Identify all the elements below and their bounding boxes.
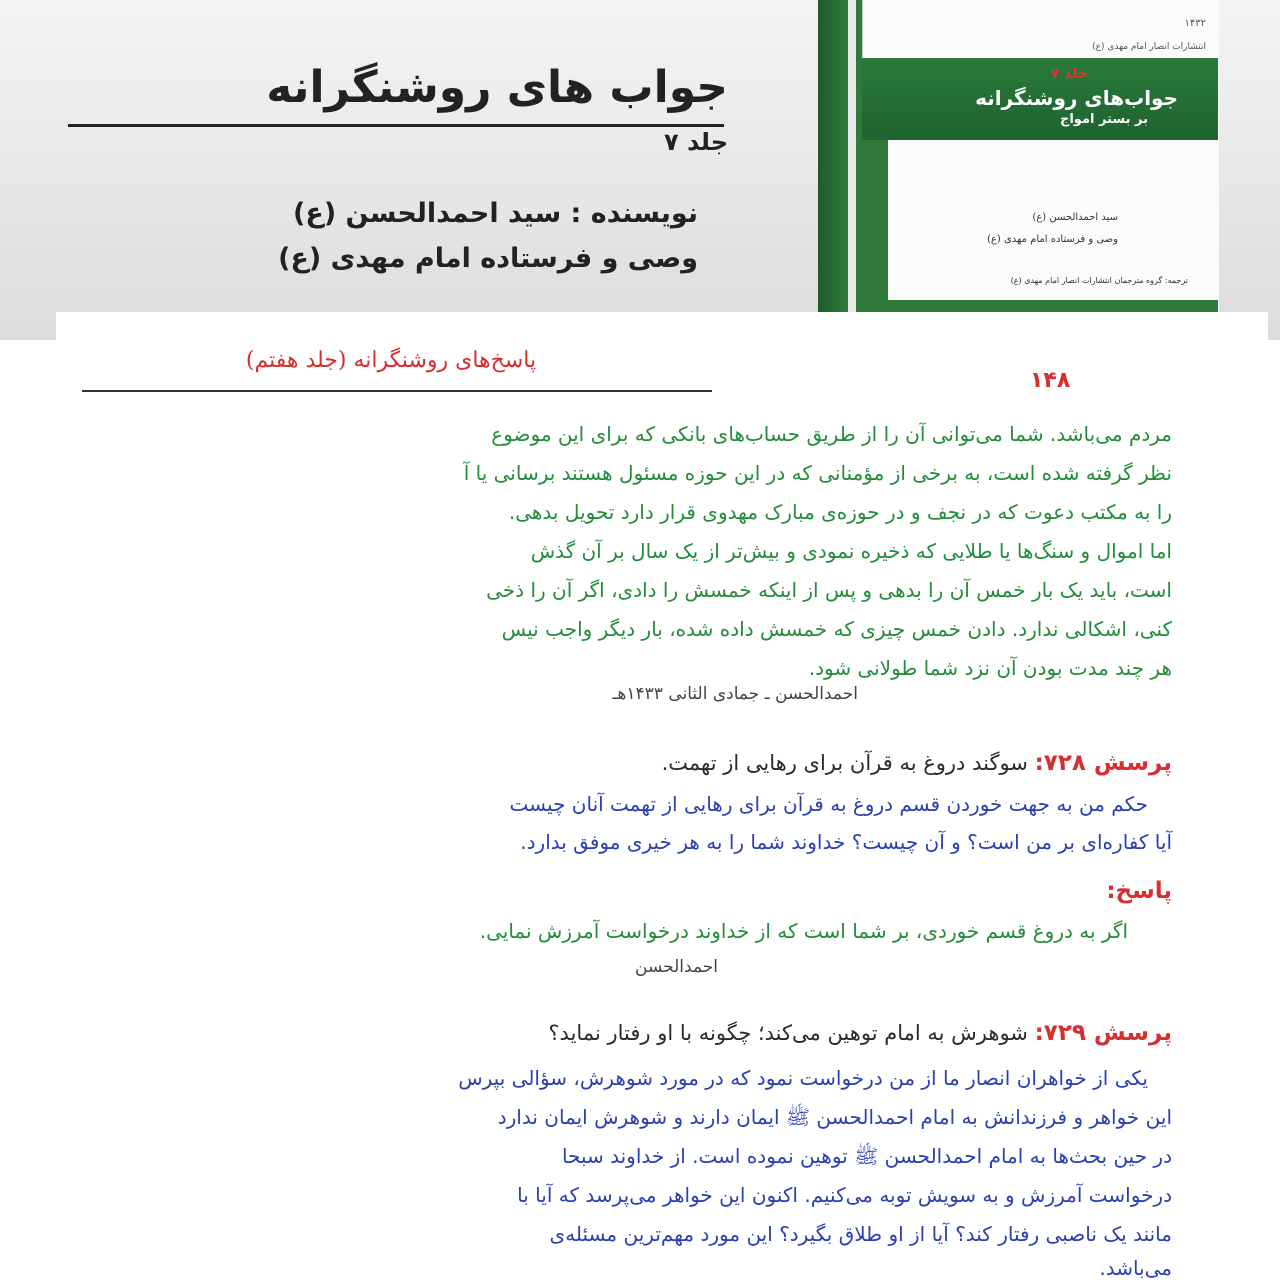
banner-title: جواب های روشنگرانه: [266, 62, 728, 113]
paragraph-line: مردم می‌باشد. شما می‌توانی آن را از طریق حساب‌های بانکی که برای این موضوع: [491, 422, 1172, 446]
paragraph-line: را به مکتب دعوت که در نجف و در حوزه‌ی مبارک مهدوی قرار دارد تحویل بدهی.: [508, 500, 1172, 524]
question-line: می‌باشد.: [1099, 1256, 1172, 1280]
book-subtitle: بر بستر امواج: [1059, 112, 1148, 127]
paragraph-line: است، باید یک بار خمس آن را بدهی و پس از اینکه خمسش را دادی، اگر آن را ذخی: [486, 578, 1172, 602]
question-heading: [548, 1020, 1172, 1046]
banner-author-role: وصی و فرستاده امام مهدی (ع): [278, 243, 698, 274]
book-publisher: ترجمه: گروه مترجمان انتشارات انصار امام مهدی (ع): [1010, 276, 1188, 285]
question-title: شوهرش به امام توهین می‌کند؛ چگونه با او رفتار نماید؟: [548, 1021, 1028, 1045]
question-heading: [662, 750, 1172, 776]
book-series: انتشارات انصار امام مهدی (ع): [1092, 42, 1206, 52]
book-author-role: وصی و فرستاده امام مهدی (ع): [987, 234, 1118, 245]
signature: احمدالحسن ـ جمادی الثانی ۱۴۳۳هـ: [612, 684, 858, 704]
banner-divider: [68, 124, 724, 127]
book-spine: [818, 0, 848, 312]
running-head: پاسخ‌های روشنگرانه (جلد هفتم): [245, 348, 537, 373]
paragraph-line: اما اموال و سنگ‌ها یا طلایی که ذخیره نمودی و بیش‌تر از یک سال بر آن گذش: [530, 539, 1172, 563]
question-line: این خواهر و فرزندانش به امام احمدالحسن ﷺ ایمان دارند و شوهرش ایمان ندارد: [497, 1105, 1172, 1129]
question-line: یکی از خواهران انصار ما از من درخواست نمود که در مورد شوهرش، سؤالی بپرس: [458, 1066, 1148, 1090]
question-line: حکم من به جهت خوردن قسم دروغ به قرآن برای رهایی از تهمت آنان چیست: [509, 792, 1148, 816]
running-head-rule: [82, 390, 712, 392]
book-cover-image: [818, 0, 1218, 312]
question-line: در حین بحث‌ها به امام احمدالحسن ﷺ توهین نموده است. از خداوند سبحا: [561, 1144, 1172, 1168]
answer-label: پاسخ:: [1106, 878, 1172, 904]
question-title: سوگند دروغ به قرآن برای رهایی از تهمت.: [661, 751, 1028, 775]
book-volume: جلد ۷: [1050, 66, 1088, 82]
banner-author: نویسنده : سید احمدالحسن (ع): [293, 198, 698, 229]
paragraph-line: نظر گرفته شده است، به برخی از مؤمنانی که در این حوزه مسئول هستند برسانی یا آ: [463, 461, 1172, 485]
question-line: درخواست آمرزش و به سویش توبه می‌کنیم. اکنون این خواهر می‌پرسد که آیا با: [517, 1183, 1172, 1207]
book-code: ۱۴۳۲: [1184, 18, 1206, 29]
book-side-band: [862, 140, 888, 312]
book-title: جواب‌های روشنگرانه: [975, 86, 1178, 110]
book-author: سید احمدالحسن (ع): [1032, 212, 1118, 223]
question-line: مانند یک ناصبی رفتار کند؟ آیا از او طلاق بگیرد؟ این مورد مهم‌ترین مسئله‌ی: [549, 1222, 1172, 1246]
scanned-page: [56, 312, 1268, 1280]
question-label: پرسش ۷۲۹:: [1034, 1020, 1172, 1046]
question-label: پرسش ۷۲۸:: [1034, 750, 1172, 776]
book-banner: [0, 0, 1280, 340]
book-bottom-band: [862, 300, 1218, 312]
book-stripe: [848, 0, 856, 312]
paragraph-line: هر چند مدت بودن آن نزد شما طولانی شود.: [808, 656, 1172, 680]
paragraph-line: کنی، اشکالی ندارد. دادن خمس چیزی که خمسش داده شده، بار دیگر واجب نیس: [501, 617, 1172, 641]
page-number: ۱۴۸: [1030, 368, 1071, 393]
answer-line: اگر به دروغ قسم خوردی، بر شما است که از خداوند درخواست آمرزش نمایی.: [479, 919, 1128, 943]
question-line: آیا کفاره‌ای بر من است؟ و آن چیست؟ خداوند شما را به هر خیری موفق بدارد.: [520, 830, 1172, 854]
signature: احمدالحسن: [635, 957, 718, 977]
banner-volume: جلد ۷: [664, 128, 728, 156]
